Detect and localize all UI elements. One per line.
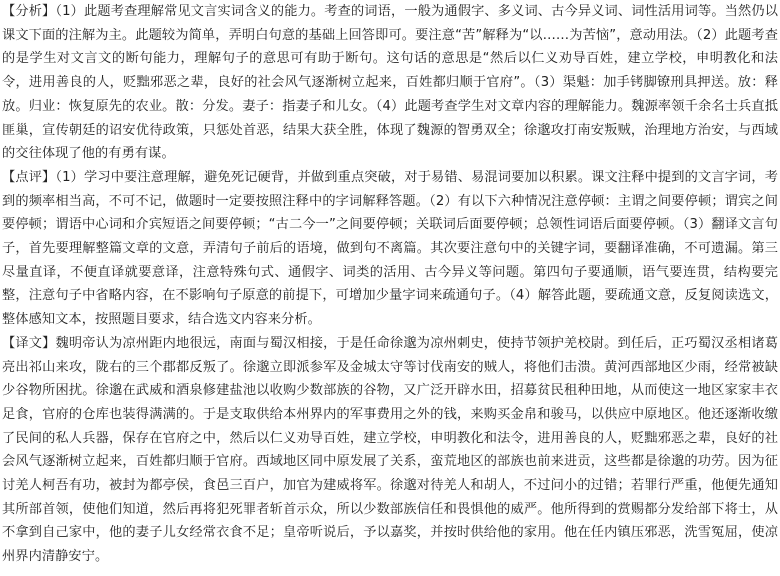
comment-section: [2, 166, 778, 332]
comment-section-text: （1）学习中要注意理解，避免死记硬背，并做到重点突破，对于易错、易混词要加以积累。课文注释中提到的文言字词，考到的频率相当高，不可不记，做题时一定要按照注释中的字词解释答题。（2）有以下六种情况注意停顿：主谓之间要停顿；谓宾之间要停顿；谓语中心词和介宾短语之间要停顿；“古二今一”之间要停顿；关联词后面要停顿；总领性词语后面要停顿。（3）翻译文言句子，首先要理解整篇文章的文意，弄清句子前后的语境，做到句不离篇。其次要注意句中的关键字词，要翻译准确，不可遗漏。第三尽量直译，不便直译就要意译，注意特殊句式、通假字、词类的活用、古今异义等问题。第四句子要通顺，语气要连贯，结构要完整，注意句子中省略内容，在不影响句子原意的前提下，可增加少量字词来疏通句子。（4）解答此题，要疏通文意，反复阅读选文，整体感知文本，按照题目要求，结合选文内容来分析。: [2, 169, 778, 328]
translation-section-label: 【译文】: [2, 335, 56, 351]
analysis-section-text: （1）此题考查理解常见文言实词含义的能力。考查的词语，一般为通假字、多义词、古今异义词、词性活用词等。当然仍以课文下面的注解为主。此题较为简单，弄明白句意的基础上回答即可。要注意“苦”解释为“以……为苦恼”，意动用法。（2）此题考查的是学生对文言文的断句能力，理解句子的意思可有助于断句。这句话的意思是“然后以仁义劝导百姓，建立学校，申明教化和法令，进用善良的人，贬黜邪恶之辈，良好的社会风气逐渐树立起来，百姓都归顺于官府”。（3）渠魁：加手铐脚镣刑具押送。放：释放。归业：恢复原先的农业。散：分发。妻子：指妻子和儿女。（4）此题考查学生对文章内容的理解能力。魏源率领千余名士兵直抵匪巢，宣传朝廷的诏安优待政策，只惩处首恶，结果大获全胜，体现了魏源的智勇双全；徐邈攻打南安叛贼，治理地方治安，与西域的交往体现了他的有勇有谋。: [2, 4, 778, 162]
comment-section-label: 【点评】: [2, 169, 56, 185]
translation-section-text: 魏明帝认为凉州距内地很远，南面与蜀汉相接，于是任命徐邈为凉州刺史，使持节领护羌校尉。到任后，正巧蜀汉丞相诸葛亮出祁山来攻，陇右的三个郡都反叛了。徐邈立即派参军及金城太守等讨伐南安的贼人，将他们击溃。黄河西部地区少雨，经常被缺少谷物所困扰。徐邈在武威和酒泉修建盐池以收购少数部族的谷物，又广泛开辟水田，招募贫民租种田地，从而使这一地区家家丰衣足食，官府的仓库也装得满满的。于是支取供给本州界内的军事费用之外的钱，来购买金帛和骏马，以供应中原地区。他还逐渐收缴了民间的私人兵器，保存在官府之中，然后以仁义劝导百姓，建立学校，申明教化和法令，进用善良的人，贬黜邪恶之辈，良好的社会风气逐渐树立起来，百姓都归顺于官府。西域地区同中原发展了关系，蛮荒地区的部族也前来进贡，这些都是徐邈的功劳。因为征讨羌人柯吾有功，被封为都亭侯，食邑三百户，加官为建威将军。徐邈对待羌人和胡人，不过问小的过错；若罪行严重，他便先通知其所部首领，使他们知道，然后再将犯死罪者斩首示众，所以少数部族信任和畏惧他的威严。他所得到的赏赐都分发给部下将士，从不拿到自己家中，他的妻子儿女经常衣食不足；皇帝听说后，予以嘉奖，并按时供给他的家用。他在任内镇压邪恶，洗雪冤屈，使凉州界内清静安宁。: [2, 335, 778, 565]
translation-section: [2, 332, 778, 569]
analysis-section-label: 【分析】: [2, 4, 56, 19]
analysis-section: [2, 0, 778, 166]
